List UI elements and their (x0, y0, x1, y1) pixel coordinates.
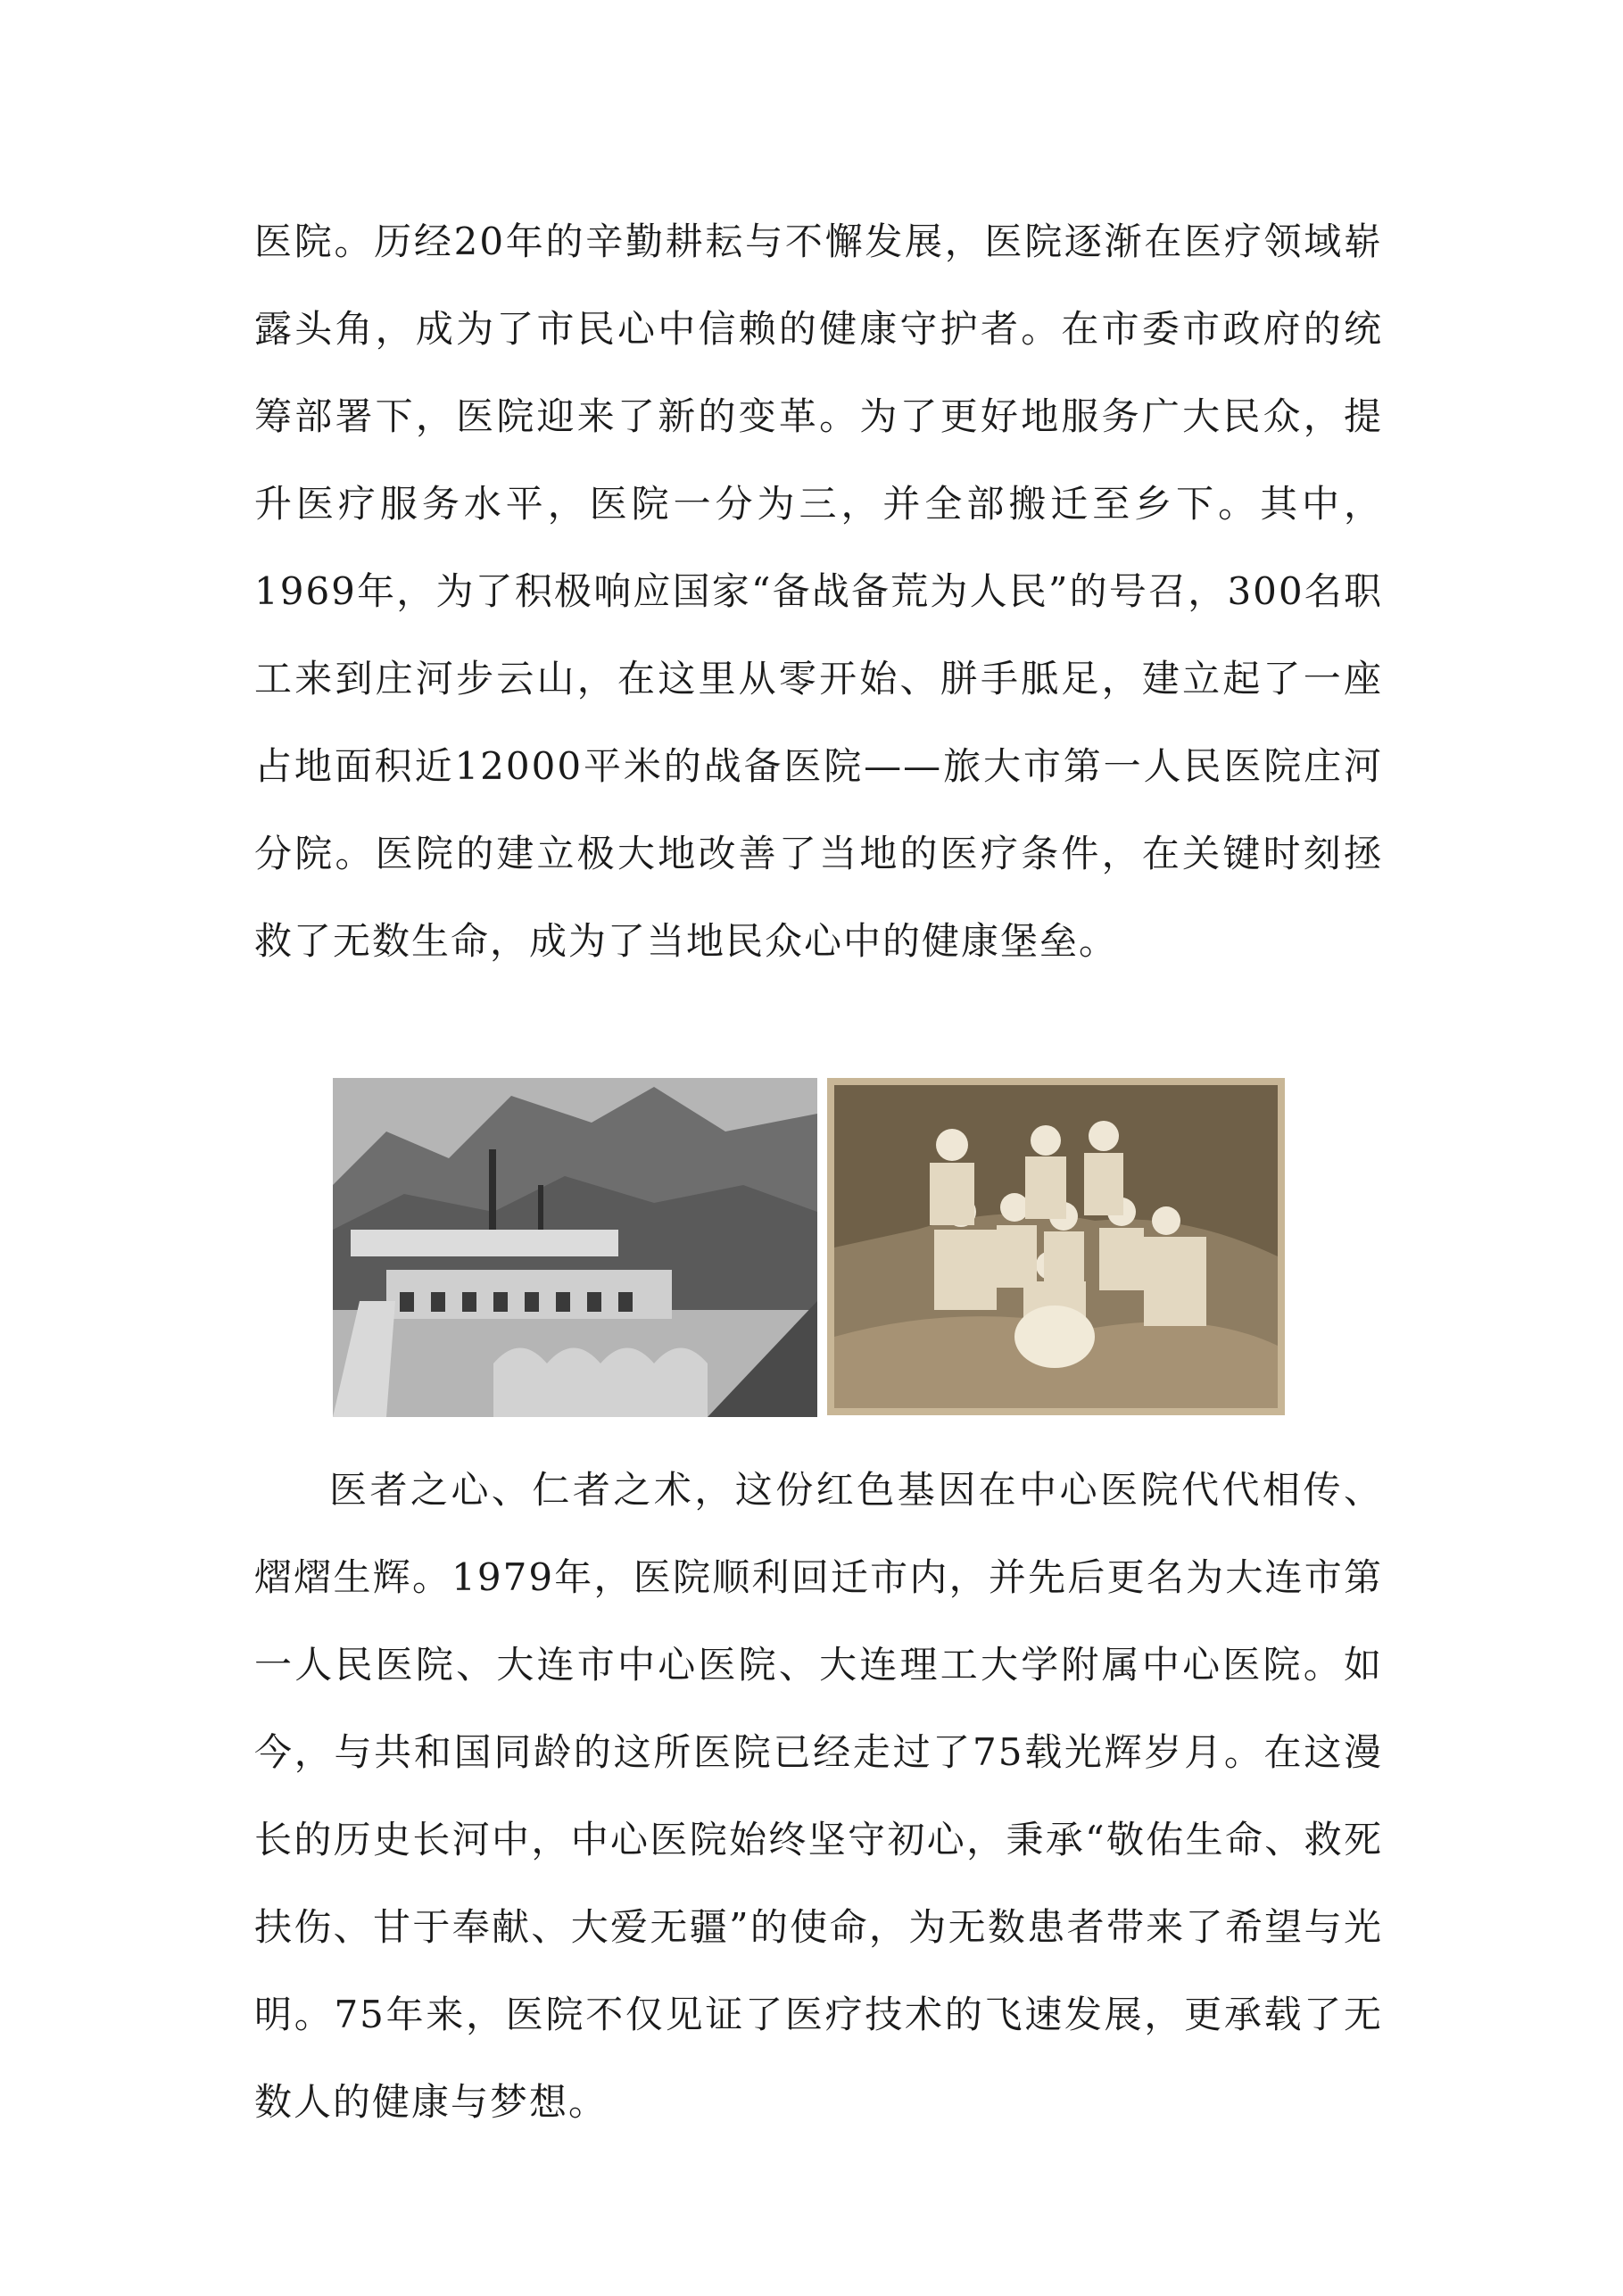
paragraph-2 (254, 1446, 1383, 2146)
hospital-buildings-image (333, 1078, 817, 1417)
staff-group-photo (827, 1078, 1285, 1415)
photo-row (333, 1078, 1285, 1417)
paragraph-1-text: 医院。历经20年的辛勤耕耘与不懈发展，医院逐渐在医疗领域崭露头角，成为了市民心中信赖的健康守护者。在市委市政府的统筹部署下，医院迎来了新的变革。为了更好地服务广大民众，提升医疗服务水平，医院一分为三，并全部搬迁至乡下。其中，1969年，为了积极响应国家“备战备荒为人民”的号召，300名职工来到庄河步云山，在这里从零开始、胼手胝足，建立起了一座占地面积近12000平米的战备医院——旅大市第一人民医院庄河分院。医院的建立极大地改善了当地的医疗条件，在关键时刻拯救了无数生命，成为了当地民众心中的健康堡垒。 (254, 220, 1383, 963)
staff-group-image (827, 1078, 1285, 1415)
hospital-buildings-photo (333, 1078, 817, 1417)
paragraph-2-text: 医者之心、仁者之术，这份红色基因在中心医院代代相传、熠熠生辉。1979年，医院顺利回迁市内，并先后更名为大连市第一人民医院、大连市中心医院、大连理工大学附属中心医院。如今，与共和国同龄的这所医院已经走过了75载光辉岁月。在这漫长的历史长河中，中心医院始终坚守初心，秉承“敬佑生命、救死扶伤、甘于奉献、大爱无疆”的使命，为无数患者带来了希望与光明。75年来，医院不仅见证了医疗技术的飞速发展，更承载了无数人的健康与梦想。 (254, 1468, 1383, 2124)
paragraph-1 (254, 198, 1383, 985)
